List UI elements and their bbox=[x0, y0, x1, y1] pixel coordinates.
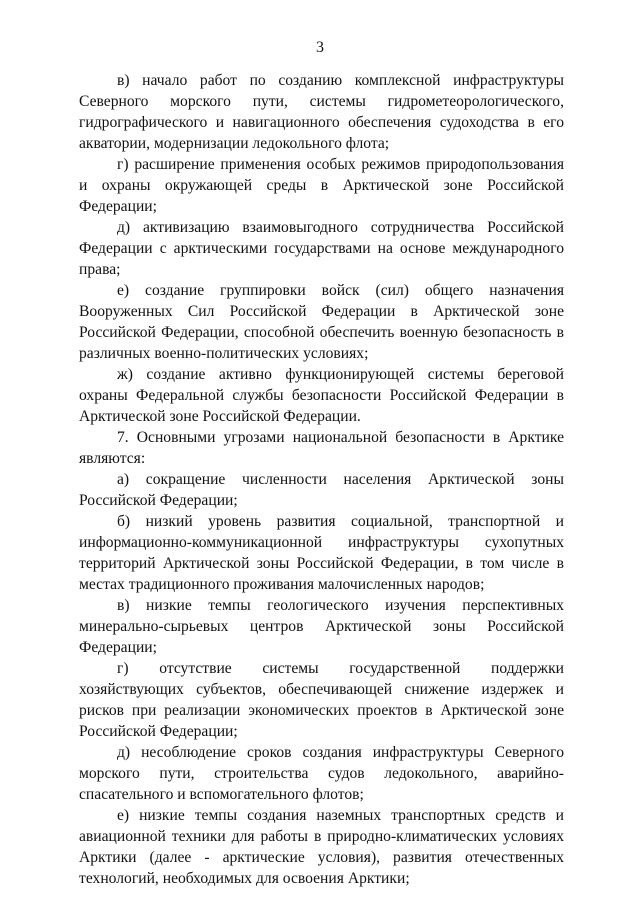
page-number: 3 bbox=[316, 39, 324, 56]
paragraph-item-v-infrastructure: в) начало работ по созданию комплексной инфраструктуры Северного морского пути, системы гидрометеорологического, гидрографического и навигационного обеспечения судоходства в его акватории, модернизации ледокольного флота; bbox=[79, 72, 564, 152]
paragraph-threat-b-infrastructure: б) низкий уровень развития социальной, транспортной и информационно-коммуникационной инфраструктуры сухопутных территорий Арктической зоны Российской Федерации, в том числе в местах традиционного проживания малочисленных народов; bbox=[79, 513, 564, 593]
paragraph-item-g-environment: г) расширение применения особых режимов природопользования и охраны окружающей среды в Арктической зоне Российской Федерации; bbox=[79, 156, 564, 215]
paragraph-item-zh-coast-guard: ж) создание активно функционирующей системы береговой охраны Федеральной службы безопасности Российской Федерации в Арктической зоне Российской Федерации. bbox=[79, 366, 564, 425]
paragraph-section-7-threats: 7. Основными угрозами национальной безопасности в Арктике являются: bbox=[79, 429, 564, 467]
document-body bbox=[79, 70, 564, 889]
paragraph-threat-v-geology: в) низкие темпы геологического изучения перспективных минерально-сырьевых центров Арктической зоны Российской Федерации; bbox=[79, 597, 564, 656]
paragraph-threat-g-state-support: г) отсутствие системы государственной поддержки хозяйствующих субъектов, обеспечивающей снижение издержек и рисков при реализации экономических проектов в Арктической зоне Российской Федерации; bbox=[79, 660, 564, 740]
paragraph-threat-a-population: а) сокращение численности населения Арктической зоны Российской Федерации; bbox=[79, 471, 564, 509]
paragraph-item-e-armed-forces: е) создание группировки войск (сил) общего назначения Вооруженных Сил Российской Федерации в Арктической зоне Российской Федерации, способной обеспечить военную безопасность в различных военно-политических условиях; bbox=[79, 282, 564, 362]
paragraph-item-d-cooperation: д) активизацию взаимовыгодного сотрудничества Российской Федерации с арктическими государствами на основе международного права; bbox=[79, 219, 564, 278]
paragraph-threat-e-transport: е) низкие темпы создания наземных транспортных средств и авиационной техники для работы в природно-климатических условиях Арктики (далее - арктические условия), развития отечественных технологий, необходимых для освоения Арктики; bbox=[79, 807, 564, 887]
paragraph-threat-d-deadlines: д) несоблюдение сроков создания инфраструктуры Северного морского пути, строительства судов ледокольного, аварийно-спасательного и вспомогательного флотов; bbox=[79, 744, 564, 803]
